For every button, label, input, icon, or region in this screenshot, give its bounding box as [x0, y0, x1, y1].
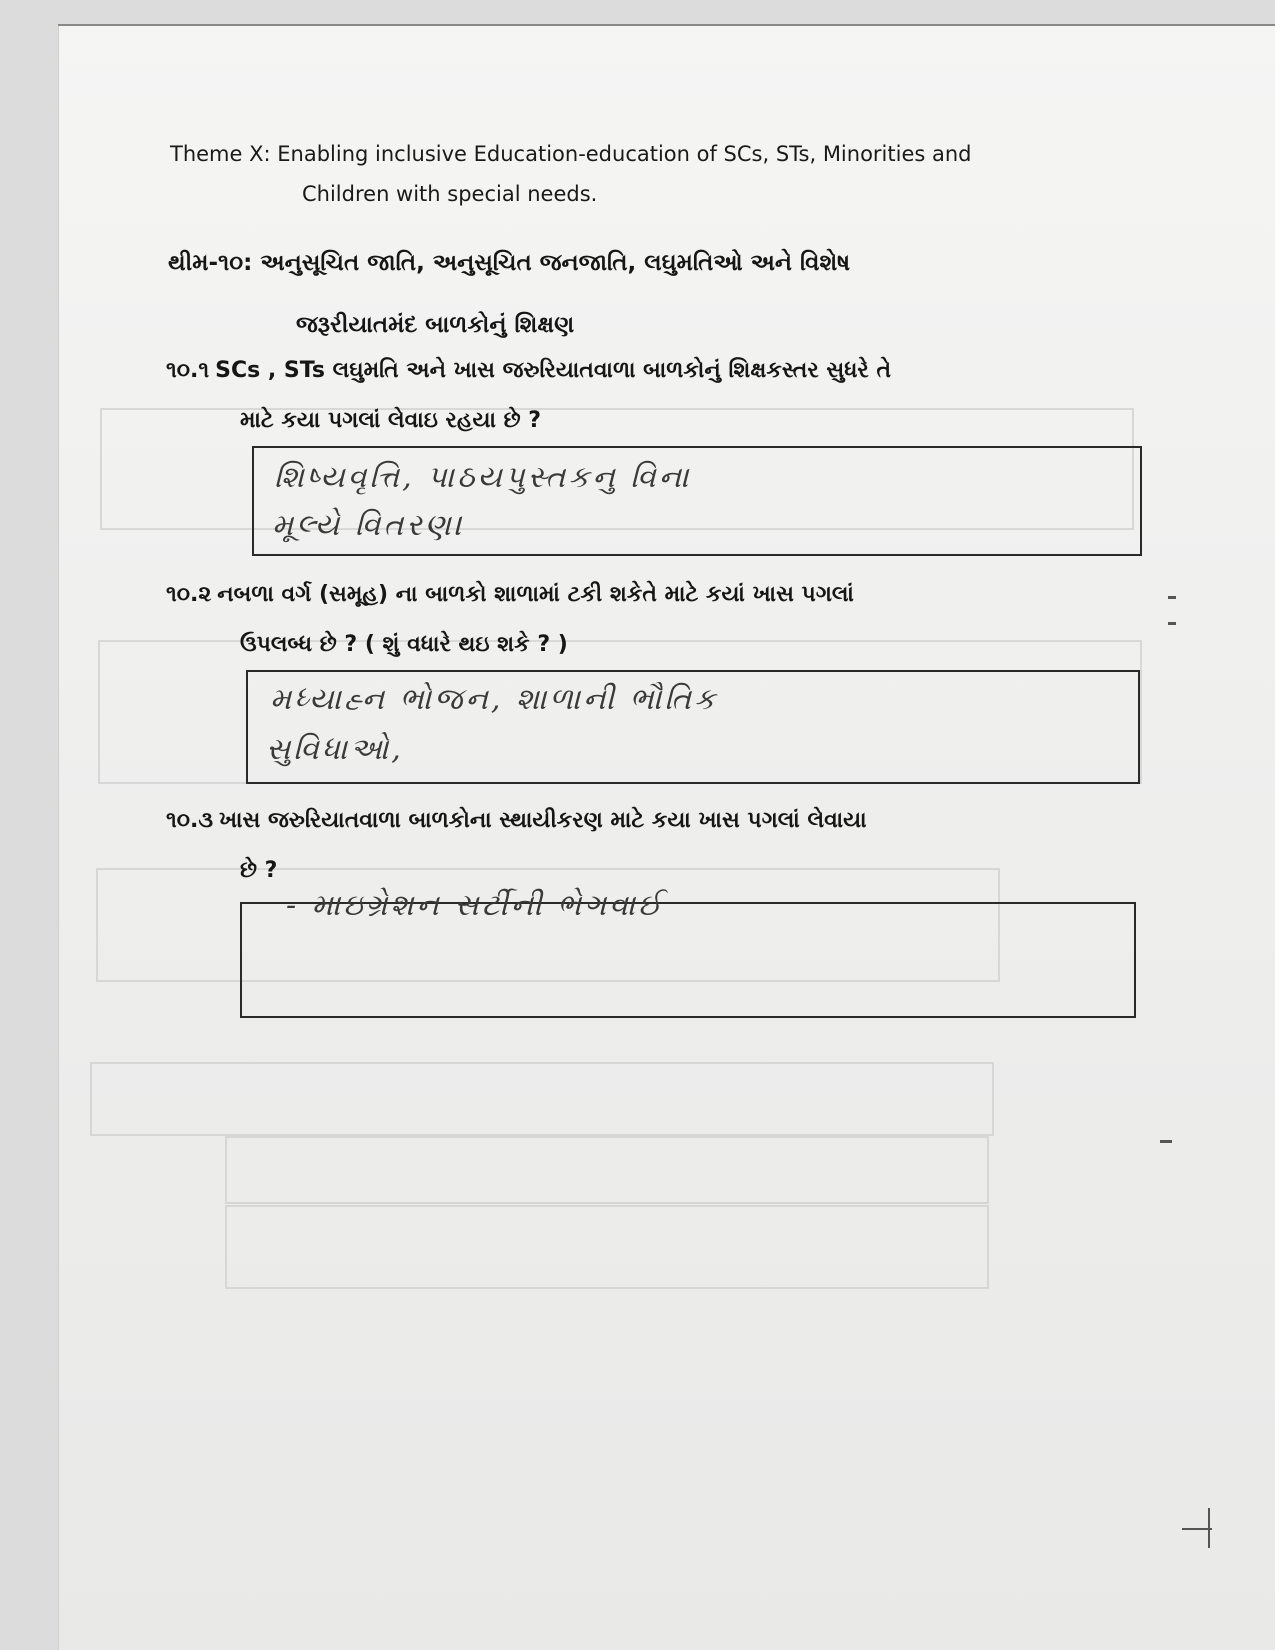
answer-box-10-3[interactable]	[240, 888, 1136, 1018]
question-text: નબળા વર્ગ (સમૂહ) ના બાળકો શાળામાં ટકી શકેતે માટે કયાં ખાસ પગલાં	[217, 582, 854, 607]
answer-box-10-1[interactable]	[252, 446, 1142, 556]
margin-tick	[1168, 596, 1176, 599]
show-through-box	[225, 1136, 989, 1204]
theme-gujarati-line1: થીમ-૧૦: અનુસૂચિત જાતિ, અનુસૂચિત જનજાતિ, લઘુમતિઓ અને વિશેષ	[168, 250, 851, 276]
handwritten-answer: શિષ્યવૃત્તિ, પાઠયપુસ્તકનુ વિના	[274, 460, 692, 495]
handwritten-answer: સુવિધાઓ,	[266, 732, 404, 767]
theme-gujarati-line2: જરૂરીયાતમંદ બાળકોનું શિક્ષણ	[296, 312, 575, 338]
question-text-continued: માટે કયા પગલાં લેવાઇ રહયા છે ?	[240, 408, 542, 433]
margin-tick	[1160, 1140, 1172, 1143]
page-top-edge	[58, 24, 1275, 26]
question-number: ૧૦.૨	[166, 582, 212, 607]
question-text: ખાસ જરુરિયાતવાળા બાળકોના સ્થાયીકરણ માટે કયા ખાસ પગલાં લેવાયા	[219, 808, 867, 833]
theme-gujarati	[168, 232, 1068, 356]
question-10-1	[166, 356, 1156, 436]
answer-box-10-2[interactable]	[246, 670, 1140, 784]
question-10-2	[166, 580, 1156, 660]
theme-english-line2: Children with special needs.	[302, 182, 598, 206]
handwritten-answer: મધ્યાહ્ન ભોજન, શાળાની ભૌતિક	[270, 682, 719, 717]
show-through-box	[225, 1205, 989, 1289]
question-10-3	[166, 806, 1156, 886]
margin-tick	[1168, 622, 1176, 625]
margin-tick	[1208, 1508, 1210, 1548]
question-text-continued: છે ?	[240, 858, 278, 883]
question-text-continued: ઉપલબ્ધ છે ? ( શું વધારે થઇ શકે ? )	[240, 632, 568, 657]
handwritten-answer: - માઇગ્રેશન સર્ટીની ભેગવાઈ	[286, 888, 665, 923]
question-number: ૧૦.૩	[166, 808, 214, 833]
show-through-box	[90, 1062, 994, 1136]
theme-english-line1: Theme X: Enabling inclusive Education-education of SCs, STs, Minorities and	[170, 142, 972, 166]
question-number: ૧૦.૧	[166, 358, 210, 383]
theme-english	[170, 134, 1140, 214]
question-text: SCs , STs લઘુમતિ અને ખાસ જરુરિયાતવાળા બાળકોનું શિક્ષકસ્તર સુધરે તે	[215, 358, 892, 383]
handwritten-answer: મૂલ્યે વિતરણ।	[272, 508, 465, 543]
